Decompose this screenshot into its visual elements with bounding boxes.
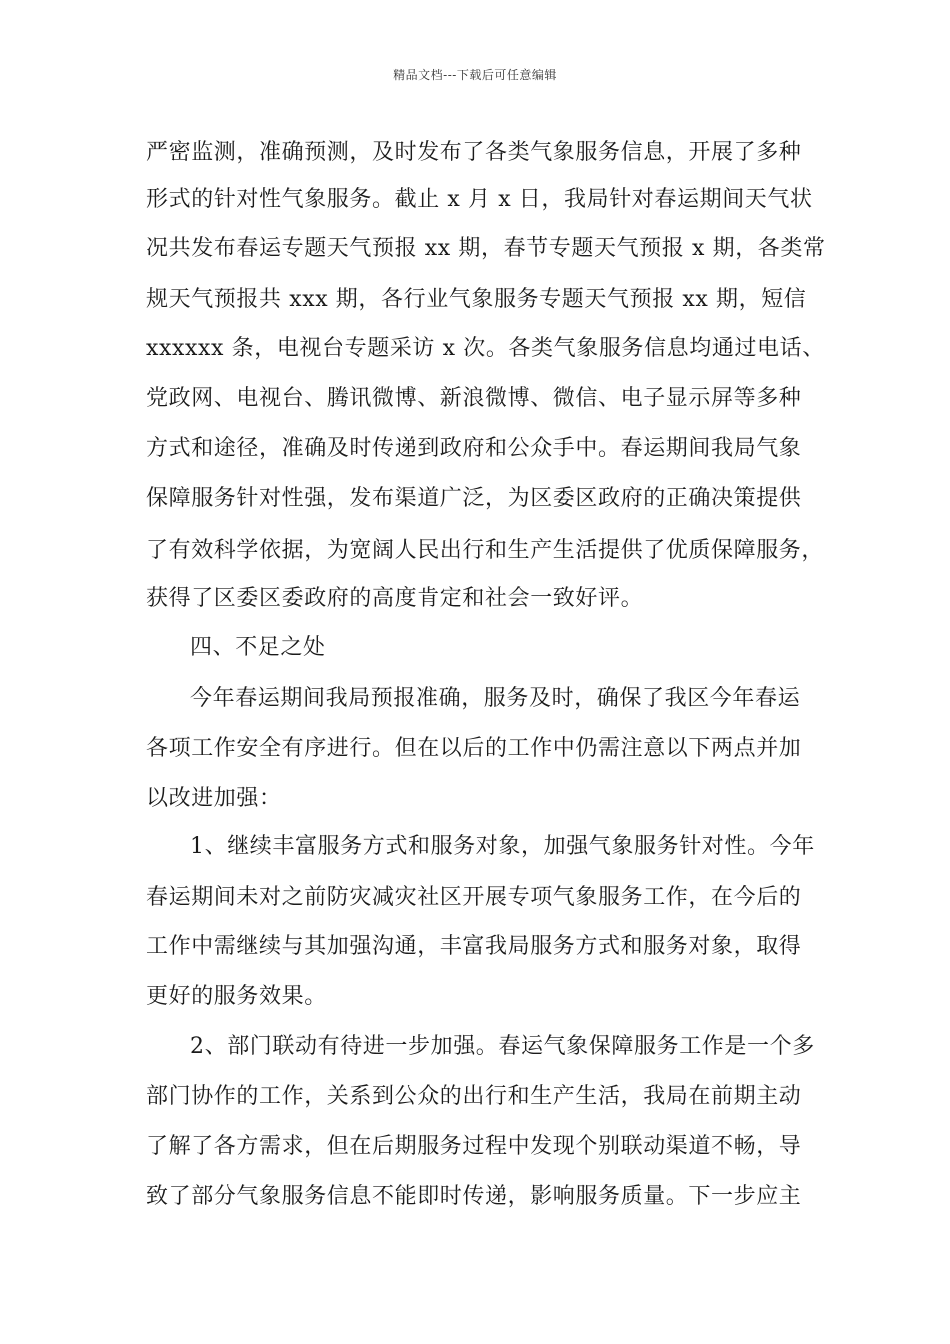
body-line: 今年春运期间我局预报准确，服务及时，确保了我区今年春运 <box>190 686 801 711</box>
body-line: 规天气预报共 xxx 期，各行业气象服务专题天气预报 xx 期，短信 <box>146 287 807 312</box>
body-line: 了有效科学依据，为宽阔人民出行和生产生活提供了优质保障服务， <box>146 538 825 563</box>
body-line: 保障服务针对性强，发布渠道广泛，为区委区政府的正确决策提供 <box>146 486 802 511</box>
page-header: 精品文档---下载后可任意编辑 <box>393 68 557 82</box>
body-line: 了解了各方需求，但在后期服务过程中发现个别联动渠道不畅，导 <box>146 1134 802 1159</box>
section-heading: 四、不足之处 <box>190 635 326 660</box>
body-line: 春运期间未对之前防灾减灾社区开展专项气象服务工作，在今后的 <box>146 885 802 910</box>
body-line: 获得了区委区委政府的高度肯定和社会一致好评。 <box>146 586 644 611</box>
body-line: 各项工作安全有序进行。但在以后的工作中仍需注意以下两点并加 <box>146 736 802 761</box>
body-line: 严密监测，准确预测，及时发布了各类气象服务信息，开展了多种 <box>146 140 802 165</box>
body-line: 党政网、电视台、腾讯微博、新浪微博、微信、电子显示屏等多种 <box>146 386 802 411</box>
list-item-line: 1、继续丰富服务方式和服务对象，加强气象服务针对性。今年 <box>190 834 815 859</box>
body-line: xxxxxx 条，电视台专题采访 x 次。各类气象服务信息均通过电话、 <box>146 336 825 361</box>
body-line: 更好的服务效果。 <box>146 984 327 1009</box>
body-line: 部门协作的工作，关系到公众的出行和生产生活，我局在前期主动 <box>146 1084 802 1109</box>
body-line: 况共发布春运专题天气预报 xx 期，春节专题天气预报 x 期，各类常 <box>146 236 826 261</box>
body-line: 形式的针对性气象服务。截止 x 月 x 日，我局针对春运期间天气状 <box>146 187 813 212</box>
body-line: 以改进加强： <box>146 786 282 811</box>
list-item-line: 2、部门联动有待进一步加强。春运气象保障服务工作是一个多 <box>190 1034 815 1059</box>
body-line: 致了部分气象服务信息不能即时传递，影响服务质量。下一步应主 <box>146 1184 802 1209</box>
body-line: 方式和途径，准确及时传递到政府和公众手中。春运期间我局气象 <box>146 436 802 461</box>
body-line: 工作中需继续与其加强沟通，丰富我局服务方式和服务对象，取得 <box>146 934 802 959</box>
